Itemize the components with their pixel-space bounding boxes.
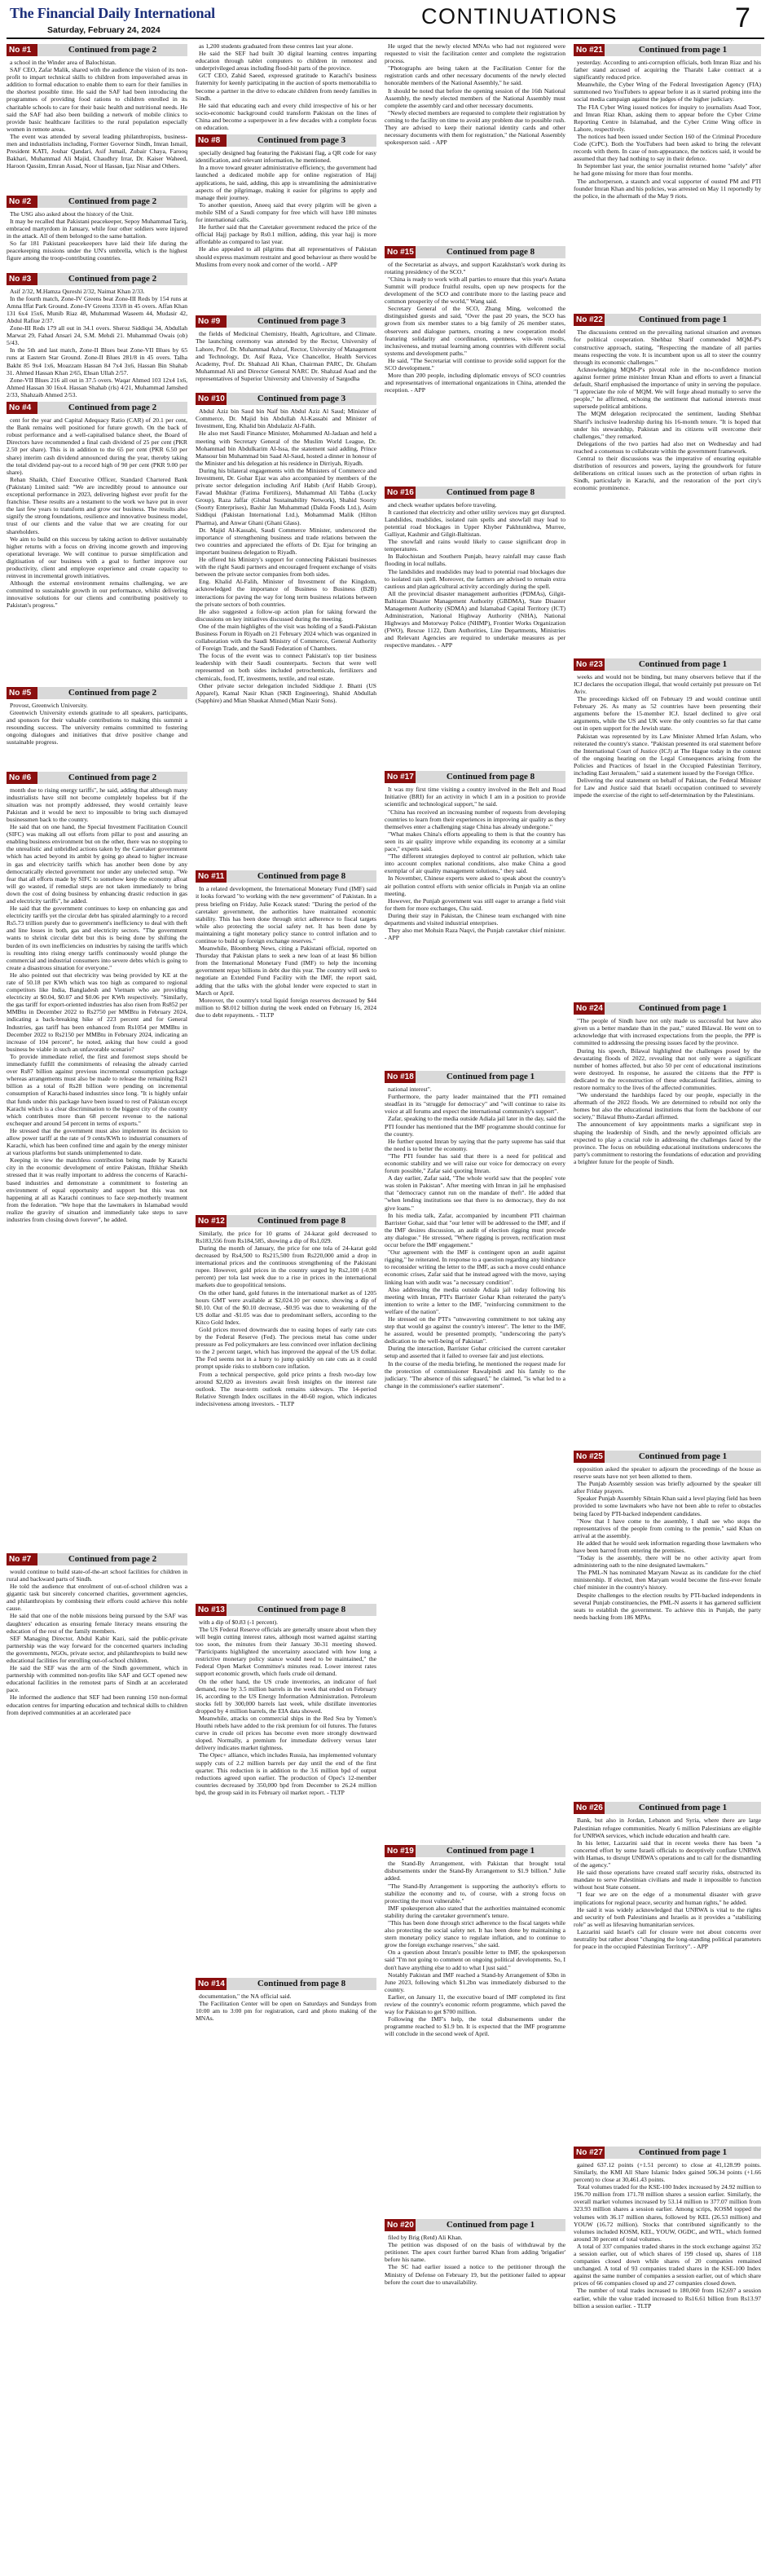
- paragraph: He said that on one hand, the Special Investment Facilitation Council (SIFC) was making all out efforts from pillar to post and assuring an enabling business environment but on the other, there was no stopping to the unrealistic and unbridled actions taken by the Caretaker government which has acted beyond its ambit by going go ahead to higher increase in gas and electricity tariffs which has another been done by any democratically elected government nor under any unelected setup. "We fear that all efforts made by SIFC to somehow keep the economy afloat will go wasted, if remedial steps are not taken immediately to bring down the cost of doing business by enhancing drastic reduction in gas and electricity tariffs", he added.: [7, 823, 187, 905]
- story: [7, 1553, 187, 1865]
- paragraph: All the provincial disaster management authorities (PDMAs), Gilgit-Baltistan Disaster Management Authority (GBDMA), State Disaster Management Authority (SDMA) and Islamabad Capital Territory (ICT) Administration, National Highway Authority (NHA), National Highways and Motorway Police (NHMP), Frontier Works Organization (FWO), Rescue 1122, Dam Authorities, Line Departments, Ministries and Relevant Agencies are required to undertake measures as per respective mandates. - APP: [385, 589, 565, 650]
- paragraph: During their stay in Pakistan, the Chinese team exchanged with nine departments and visited industrial enterprises.: [385, 911, 565, 927]
- paragraph: During his speech, Bilawal highlighted the challenges posed by the devastating floods of 2022, revealing that not only were a significant number of homes affected, but also 50 per cent of educational institutions were destroyed. In response, he assured the citizens that the PPP is dedicated to the reconstruction of these educational facilities, aiming to restore normalcy to the lives of the affected communities.: [574, 1046, 761, 1092]
- story: [7, 402, 187, 684]
- paragraph: So far 181 Pakistani peacekeepers have laid their life during the peacekeeping missions under the UN's umbrella, which is the highest figure among the troop-contributing countries.: [7, 240, 187, 262]
- paragraph: To provide immediate relief, the first and foremost steps should be immediately fulfill the commitments of releasing the already carried over Rs87 billion against previous incremental consumption package whereas arrangements must also be made to release the remaining Rs21 billion as a total of Rs28 billion were pending on incremental consumption of Karachi-based industries since long. "It is highly unfair that funds under this package have been issued to rest of Pakistan except Karachi which is a clear discrimination to the biggest city of the country which contributes more than 68 percent revenue to the national exchequer and around 54 percent in terms of exports.": [7, 1052, 187, 1127]
- story: [385, 487, 565, 768]
- story-header: [574, 658, 761, 671]
- paper-date: Saturday, February 24, 2024: [47, 25, 161, 35]
- story: [196, 1604, 376, 1975]
- paragraph: He said that one of the noble missions being pursued by the SAF was daughters' education as ensuring female literacy means ensuring the education of the rest of the family members.: [7, 1612, 187, 1635]
- paragraph: Meanwhile, the Cyber Wing of the Federal Investigation Agency (FIA) summoned two YouTubers to appear before it as it started probing into the social media campaign against the judges of the higher judiciary.: [574, 81, 761, 103]
- story: [7, 687, 187, 768]
- paragraph: He offered his Ministry's support for connecting Pakistani businesses with the right Saudi partners and encouraged frequent exchange of visits between the private sector companies from both sides.: [196, 556, 376, 579]
- story: [196, 315, 376, 390]
- paragraph: In the fourth match, Zone-IV Greens beat Zone-III Reds by 154 runs at Amna Iffat Park Ground. Zone-IV Greens 333/8 in 45 overs. Affan Khan 131 6x4 15x6, Munib Riaz 48, Muhammad Waseem 44, Mudasir 42, Abdul Rafiue 2/37.: [7, 294, 187, 324]
- story-number-tag: No #20: [385, 2219, 416, 2231]
- paragraph: Eng. Khalid Al-Falih, Minister of Investment of the Kingdom, acknowledged the importance of Business to Business (B2B) interactions for paving the way for long term business relations between the private sectors of both countries.: [196, 578, 376, 608]
- paragraph: The discussions centred on the prevailing national situation and avenues for political cooperation. Shehbaz Sharif commended MQM-P's constructive approach, stating, "Respecting the mandate of all parties means respecting the vote. It is incumbent upon us all to steer the country through its economic challenges.": [574, 328, 761, 366]
- story-body: [574, 1816, 761, 2142]
- paragraph: "This has been done through strict adherence to the fiscal targets while also protecting the social safety net. It has been done by maintaining a stern monetary policy stance to regulate inflation, and to continue to grow the foreign exchange reserves," she said.: [385, 1919, 565, 1949]
- continued-from-label: Continued from page 2: [37, 273, 187, 285]
- paragraph: documentation," the NA official said.: [199, 1992, 292, 2000]
- paragraph: A day earlier, Zafar said, "The whole world saw that the peoples' vote was stolen in Pakistan". After meeting with Imran in jail he emphasised that "democracy cannot run on the mandate of theft". He added that "when lending institutions see that there is no democracy, they do not give loans.": [385, 1174, 565, 1212]
- paragraph: Greenwich University extends gratitude to all speakers, participants, and sponsors for their valuable contributions to making this summit a resounding success. The university remains committed to fostering ongoing dialogues and initiatives that drive positive change and sustainable progress.: [7, 708, 187, 746]
- story-header: [7, 687, 187, 699]
- paragraph: cent for the year and Capital Adequacy Ratio (CAR) of 20.1 per cent, the Bank remains well positioned for future growth. On the back of robust performance and a well-capitalised balance sheet, the Board of Directors have recommended a final cash dividend of 25 per cent (PKR 2.50 per share). This is in addition to the 65 per cent (PKR 6.50 per share) interim cash dividend announced during the year, thereby taking the total dividend pay-out to a record high of 90 per cent (PKR 9.00 per share).: [7, 416, 187, 476]
- continued-from-label: Continued from page 8: [416, 771, 565, 783]
- story: [7, 44, 187, 192]
- paragraph: "Photographs are being taken at the Facilitation Center for the registration cards and other necessary documents of the newly elected honorable members of the National Assembly," he said.: [385, 64, 565, 87]
- paragraph: a school in the Winder area of Balochistan.: [10, 59, 117, 66]
- paragraph: Abdul Aziz bin Saud bin Naif bin Abdul Aziz Al Saud; Minister of Commerce, Dr. Majid bin Abdullah Al-Kassabi and Minister of Investment, Eng. Khalid bin Abdulaziz Al-Falih.: [196, 407, 376, 430]
- paragraph: "Now that I have come to the assembly, I shall see who stops the representatives of the people from coming to the premie," said Khan on arrival at the assembly.: [574, 1517, 761, 1539]
- story-body: [196, 1230, 376, 1601]
- story: [385, 2219, 565, 2330]
- paragraph: as 1,200 students graduated from these centres last year alone.: [199, 42, 354, 50]
- continued-from-label: Continued from page 1: [605, 44, 761, 56]
- paragraph: Bank, but also in Jordan, Lebanon and Syria, where there are large Palestinian refugee communities. Nearly 6 million Palestinians are eligible for UNRWA services, which include education and health care.: [574, 1816, 761, 1839]
- story-body: [196, 1993, 376, 2030]
- story: [385, 246, 565, 483]
- paragraph: Pakistan was represented by its Law Minister Ahmed Irfan Aslam, who reiterated the country's stance. "Pakistan presented its oral statement before the International Court of Justice (ICJ) at The Hague today in the context of the ongoing hearing on the Legal Consequences arising from the Policies and Practices of Israel in the Occupied Palestinian Territory, including East Jerusalem," said a statement issued by the Foreign Office.: [574, 732, 761, 777]
- columns: [7, 42, 764, 2310]
- story-number-tag: No #26: [574, 1802, 605, 1814]
- paragraph: He said that educating each and every child irrespective of his or her socio-economic background could transform Pakistan on the lines of China and become a superpower in a few decades with a complete focus on education.: [196, 101, 376, 132]
- story-number-tag: No #3: [7, 273, 37, 285]
- story-body: [574, 1017, 761, 1447]
- paragraph: He stressed that the government must also implement its decision to allow power tariff at the rate of 9 cents/KWh to industrial consumers of Karachi, which has been confined time and again by the energy minister at various platforms but stands unimplemented to date.: [7, 1126, 187, 1157]
- paragraph: He stressed on the PTI's "unwavering commitment to not taking any step that would go against the country's interest". The letter to the IMF, he assured, would be presented promptly, "underscoring the party's dedication to the well-being of Pakistan".: [385, 1314, 565, 1345]
- paragraph: Keeping in view the matchless contribution being made by Karachi city in the economic development of entire Pakistan, Iftikhar Sheikh stressed that it was really important to address the concerns of Karachi-based industries and demonstrate a commitment to fostering an environment of equal opportunity and support but this was not happening at all as Karachi continues to face step-motherly treatment from the federation. "We hope that the lawmakers in Islamabad would realize the gravity of situation and immediately take steps to save industries from closing down forever", he added.: [7, 1156, 187, 1224]
- story-number-tag: No #7: [7, 1553, 37, 1565]
- paragraph: Rehan Shaikh, Chief Executive Officer, Standard Chartered Bank (Pakistan) Limited said: "We are incredibly proud to announce our exceptional performance in 2023, delivering highest ever profit for the franchise. These results are a testament to the work we have put in over the last few years to transform and grow our business. The results also signify the strong foundations, resilience and innovative business model, trust of our clients and the value that we are creating for our shareholders.: [7, 475, 187, 535]
- story-body: [574, 2161, 761, 2576]
- story: [385, 1071, 565, 1842]
- paragraph: "I fear we are on the edge of a monumental disaster with grave implications for regional peace, security and human rights," he added.: [574, 1891, 761, 1906]
- story-header: [7, 196, 187, 208]
- paragraph: Following the IMF's help, the total disbursements under the programme reached to $1.9 bn. It is expected that the IMF programme will conclude in the second week of April.: [385, 2015, 565, 2038]
- story-header: [574, 2147, 761, 2159]
- paragraph: IMF spokesperson also stated that the authorities maintained economic stability during the caretaker government's tenure.: [385, 1904, 565, 1919]
- story-body: [196, 1618, 376, 1975]
- continued-from-label: Continued from page 8: [227, 1215, 376, 1227]
- story-header: [574, 1802, 761, 1814]
- story-body: [574, 673, 761, 999]
- paragraph: The landslides and mudslides may lead to potential road blockages due to isolated rain spell. Moreover, the farmers are advised to remain extra cautious and plan agricultural activity accordingly during the spell.: [385, 567, 565, 590]
- story-header: [7, 772, 187, 784]
- paragraph: The Facilitation Center will be open on Saturdays and Sundays from 10:00 am to 3:00 pm for registration, card and photo making of the MNAs.: [196, 1999, 376, 2022]
- paragraph: Lazzarini said Israel's call for closure were not about concerns over neutrality but rather about "changing the long-standing political parameters for peace in the occupied Palestinian Territory". - APP: [574, 1927, 761, 1951]
- story-body: [385, 1860, 565, 2216]
- story-header: [196, 1604, 376, 1616]
- paragraph: "We understand the hardships faced by our people, especially in the aftermath of the 2022 floods. We are determined to rebuild not only the homes but also the educational institutions that form the backbone of our society," Bilawal Bhutto-Zardari affirmed.: [574, 1091, 761, 1121]
- continued-from-label: Continued from page 2: [37, 1553, 187, 1565]
- paragraph: "The different strategies deployed to control air pollution, which take into account complex national conditions, also make China a good exemplar of air quality management solutions," they said.: [385, 852, 565, 875]
- continued-from-label: Continued from page 2: [37, 687, 187, 699]
- story-number-tag: No #11: [196, 870, 227, 883]
- paragraph: The SC had earlier issued a notice to the petitioner through the Ministry of Defense on February 19, but the petitioner failed to appear before the court due to unavailability.: [385, 2263, 565, 2286]
- paragraph: Although the external environment remains challenging, we are committed to sustainable growth in our performance, whilst delivering innovative solutions for our clients and contributing positively to Pakistan's progress.": [7, 579, 187, 610]
- paragraph: He added that he would seek information regarding those lawmakers who have been barred from entering the premises.: [574, 1539, 761, 1554]
- story-body: [574, 1465, 761, 1799]
- paragraph: Provost, Greenwich University.: [10, 701, 88, 709]
- story-header: [385, 487, 565, 499]
- paragraph: It should be noted that before the opening session of the 16th National Assembly, the newly elected members of the National Assembly must complete the assembly card and other necessary documents.: [385, 86, 565, 109]
- story-number-tag: No #24: [574, 1002, 605, 1015]
- paragraph: "The PTI founder has said that there is a need for political and economic stability and we will raise our voice for democracy on every forum possible," Zafar said quoting Imran.: [385, 1151, 565, 1175]
- paragraph: Despite challenges to the election results by PTI-backed independents in several Punjab constituencies, the PML-N asserts it has garnered sufficient seats to establish the government. To achieve this in Punjab, the party needs backing from 186 MPAs.: [574, 1591, 761, 1621]
- paragraph: yesterday. According to anti-corruption officials, both Imran Riaz and his father stand accused of acquiring the Tharabi Lake contract at a significantly reduced price.: [574, 59, 761, 81]
- paragraph: filed by Brig (Retd) Ali Khan.: [388, 2234, 463, 2242]
- continued-from-label: Continued from page 1: [416, 1071, 565, 1083]
- paragraph: "Today is the assembly, there will be no other activity apart from administering oath to the nine designated lawmakers.": [574, 1554, 761, 1570]
- story: [196, 1978, 376, 2030]
- paragraph: He informed the audience that SEF had been running 150 non-formal education centres for imparting education and technical skills to children from deprived communities at an accelerated pace: [7, 1693, 187, 1716]
- paragraph: Notably Pakistan and IMF reached a Stand-by Arrangement of $3bn in June 2023, following which $1.2bn was immediately disbursed to the country.: [385, 1971, 565, 1993]
- paragraph: Also addressing the media outside Adiala jail today following his meeting with Imran, PTI's Barrister Gohar Khan reiterated the party's intention to write a letter to the IMF, "reinforcing commitment to the welfare of the nation".: [385, 1285, 565, 1315]
- paragraph: weeks and would not be binding, but many observers believe that if the ICJ declares the occupation illegal, that would certainly put pressure on Tel Aviv.: [574, 672, 761, 695]
- paragraph: "The Stand-By Arrangement is supporting the authority's efforts to stabilize the economy and to, of course, with a strong focus on protecting the most vulnerable.": [385, 1882, 565, 1904]
- paragraph: Meanwhile, attacks on commercial ships in the Red Sea by Yemen's Houthi rebels have added to the risk premium for oil futures. The futures curve in crude oil prices has become even more strongly downward sloped. Normally, a premium for immediate delivery versus later delivery indicates market tightness.: [196, 1714, 376, 1752]
- paragraph: the Stand-By Arrangement, with Pakistan that brought total disbursements under the Stand-By Arrangement to $1.9 billion." Julie added.: [385, 1860, 565, 1882]
- continued-from-label: Continued from page 3: [227, 134, 376, 147]
- story-body: [385, 1085, 565, 1842]
- story-body: [7, 786, 187, 1550]
- paragraph: He told the audience that enrolment of out-of-school children was a gigantic task but sincerely concerned charities, government agencies, and philanthropists by combining their efforts could achieve this noble cause.: [7, 1583, 187, 1613]
- paragraph: The proceedings kicked off on February 19 and would continue until February 26. As many as 52 countries have been presenting their arguments before the 15-member ICJ. Israel declined to give oral arguments, while the US and UK were the only countries so far that came out in open support for the Jewish state.: [574, 695, 761, 733]
- paragraph: He further said that the Caretaker government reduced the price of the official Hajj package by Rs0.1 million, adding, this year hajj is more affordable as compared to last year.: [196, 223, 376, 246]
- paragraph: SAF CEO, Zafar Malik, shared with the audience the vision of its non-profit to impart technical skills to children from impoverished areas in addition to formal education to enable them to earn for their families in the shortest possible time. He said the SAF had been introducing the programmes of providing food rations to children enrolled in its charitable schools to care for their basic health and nutritional needs. He said the SAF had also been building a network of mobile clinics to provide basic healthcare facilities to the rural population especially women in remote areas.: [7, 66, 187, 133]
- story-body: [7, 288, 187, 399]
- paragraph: In the course of the media briefing, he mentioned the request made for the protection of commissioner Rawalpindi and his family to the judiciary. "The absence of this safeguard," he claimed, "is what led to a change in the commissioner's earlier statement".: [385, 1359, 565, 1389]
- section-title: CONTINUATIONS: [421, 4, 618, 29]
- story: [7, 273, 187, 399]
- story-number-tag: No #15: [385, 246, 416, 258]
- page-number: 7: [735, 2, 750, 33]
- paragraph: Asif 2/32, M.Hamza Qureshi 2/32, Naimat Khan 2/33.: [10, 287, 145, 295]
- story-header: [196, 315, 376, 328]
- story-number-tag: No #14: [196, 1978, 227, 1990]
- paragraph: "China is ready to work with all parties to ensure that this year's Astana Summit will produce fruitful results, open up new prospects for the development of the SCO and contribute more to the lasting peace and common prosperity of the world," Wang said.: [385, 275, 565, 306]
- continued-from-label: Continued from page 2: [37, 402, 187, 414]
- paragraph: During the interaction, Barrister Gohar criticised the current caretaker setup and asserted that it failed to oversee fair and just elections.: [385, 1345, 565, 1360]
- paragraph: He urged that the newly elected MNAs who had not registered were requested to visit the facilitation center and complete the registration process.: [385, 42, 565, 65]
- paragraph: We aim to build on this success by taking action to deliver sustainably higher returns with a focus on driving income growth and improving operational leverage. We will continue to pursue simplification and digitisation of our business with a goal to further improve our productivity, client and employee experience and create capacity to reinvest in incremental growth initiatives.: [7, 535, 187, 580]
- story-number-tag: No #27: [574, 2147, 605, 2159]
- continued-from-label: Continued from page 2: [37, 196, 187, 208]
- paragraph: "The people of Sindh have not only made us successful but have also given us a better mandate than in the past," stated Bilawal. He went on to acknowledge that with increased expectations from the people, the PPP is committed to addressing the pressing issues faced by the province.: [574, 1017, 761, 1047]
- paragraph: During the month of January, the price for one tola of 24-karat gold decreased by Rs4,500 to Rs215,500 from Rs220,000 amid a drop in international prices and the continuous strengthening of the Pakistani rupee. However, gold prices in the country surged by Rs2,100 (-0.98 percent) per tola last week due to a rise in prices in the international markets due to geopolitical tensions.: [196, 1244, 376, 1289]
- continued-from-label: Continued from page 1: [605, 658, 761, 671]
- paragraph: In Balochistan and Southern Punjab, heavy rainfall may cause flash flooding in local nullahs.: [385, 553, 565, 568]
- story: [7, 772, 187, 1550]
- paragraph: "What makes China's efforts appealing to them is that the country has seen its air quality improve while expanding its economy at a similar pace," experts said.: [385, 830, 565, 853]
- story-number-tag: No #13: [196, 1604, 227, 1616]
- paragraph: In a related development, the International Monetary Fund (IMF) said it looks forward "to working with the new government" of Pakistan. In a press briefing on Friday, Julie Kozack stated: "During the period of the caretaker government, the authorities have maintained economic stability. This has been done through strict adherence to fiscal targets while also protecting the social safety net. It has been done by maintaining a tight monetary policy stance to control inflation and to continue to build up foreign exchange reserves.": [196, 885, 376, 945]
- story-number-tag: No #8: [196, 134, 227, 147]
- paragraph: On the other hand, gold futures in the international market as of 1205 hours GMT were available at $2,024.10 per ounce, showing a dip of $0.10. Out of the $0.10 decrease, -$0.95 was due to weakening of the US dollar and -$1.05 was due to predominant sellers, according to the Kitco Gold Index.: [196, 1288, 376, 1326]
- paragraph: He also pointed out that electricity was being provided by KE at the rate of 50.18 per KWh which was too high as compared to regional competitors like India, Bangladesh and Vietnam who are providing electricity at $0.04, $0.07 and $0.06 per KWh respectively. "Similarly, the gas tariff for export-oriented industries has also risen from Rs852 per MMBtu in December 2022 to Rs2750 per MMBtu in February 2024, indicating a back-breaking hike of 223 percent and for General Industries, gas tariff has been enhanced from Rs1054 per MMBtu in December 2022 to Rs2150 per MMBtu in February 2024, indicating an increase of 104 percent", he noted, asking that how could a good business be viable in such an unfavorable scenario?: [7, 971, 187, 1053]
- story-body: [7, 59, 187, 192]
- story-number-tag: No #12: [196, 1215, 227, 1227]
- paragraph: of the Secretariat as always, and support Kazakhstan's work during its rotating presidency of the SCO.": [385, 260, 565, 275]
- paragraph: would continue to build state-of-the-art school facilities for children in rural and backward parts of Sindh.: [7, 1567, 187, 1583]
- paragraph: "China has received an increasing number of requests from developing countries to learn from their experiences in improving air quality as they themselves enter a challenging stage China has already undergone.": [385, 808, 565, 830]
- paragraph: Gold prices moved downwards due to easing hopes of early rate cuts by the Federal Reserve (Fed). The precious metal has come under pressure as Fed policymakers are less convinced over inflation declining to the 2 percent target, which has improved the appeal of the US dollar. The Fed seems not in a hurry to jump quickly on rate cuts as it could prompt upside risks to stubborn core inflation.: [196, 1325, 376, 1371]
- story-body: [385, 261, 565, 483]
- paragraph: To another question, Aneeq said that every pilgrim will be given a mobile SIM of a Saudi company for free which will have 180 minutes for international calls.: [196, 200, 376, 224]
- paragraph: GCT CEO, Zahid Saeed, expressed gratitude to Karachi's business fraternity for keenly participating in the auction of sports memorabilia to become a partner in the drive to educate children from needy families in Sindh.: [196, 72, 376, 102]
- masthead-rule: [7, 37, 764, 39]
- story-number-tag: No #9: [196, 315, 227, 328]
- paragraph: specially designed bag featuring the Pakistani flag, a QR code for easy identification, and relevant information, he mentioned.: [196, 149, 376, 165]
- paragraph: with a dip of $0.83 (-1 percent).: [199, 1618, 279, 1626]
- continued-from-label: Continued from page 1: [605, 2147, 761, 2159]
- story-number-tag: No #5: [7, 687, 37, 699]
- paragraph: and check weather updates before traveling.: [388, 500, 497, 509]
- story: [574, 2147, 761, 2576]
- story-header: [196, 1978, 376, 1990]
- story-number-tag: No #1: [7, 44, 37, 56]
- continued-from-label: Continued from page 3: [227, 393, 376, 405]
- continued-from-label: Continued from page 8: [227, 1604, 376, 1616]
- story-body: [574, 59, 761, 310]
- paragraph: The number of total trades increased to 180,060 from 162,697 a session earlier, while the value traded increased to Rs16.61 billion from Rs13.97 billion a session earlier. - TLTP: [574, 2287, 761, 2310]
- paragraph: Similarly, the price for 10 grams of 24-karat gold decreased to Rs183,556 from Rs184,585, showing a dip of Rs1,029.: [196, 1229, 376, 1244]
- column-3: [385, 42, 565, 2286]
- story: [196, 42, 376, 131]
- paragraph: The notices had been issued under Section 160 of the Criminal Procedure Code (CrPC). Both the YouTubers had been asked to bring the relevant records with them. In case of non-appearance, the notices said, it would be assumed that they had nothing to say in their defence.: [574, 132, 761, 163]
- story: [385, 42, 565, 243]
- story-number-tag: No #2: [7, 196, 37, 208]
- story-body: [385, 2234, 565, 2330]
- paragraph: national interest".: [388, 1085, 432, 1094]
- paragraph: Moreover, the country's total liquid foreign reserves decreased by $44 million to $8.012 billion during the week ended on February 16, 2024 due to debt repayments. - TLTP: [196, 996, 376, 1019]
- story-header: [196, 134, 376, 147]
- paragraph: The event was attended by several leading philanthropists, business-men and industrialists including, Former Governor Sindh, Imran Ismail, President KATI, Jouhar Qandari, Asif Jumail, Zubair Chaya, Farooq Bakhari, Muhammad Ali Majid, Chaudhry Irrar, Dr. Kaiser Waheed, Haroon Qassim, Emran Assad, Noor ul Hassan, Ijaz Nisar and Others.: [7, 132, 187, 170]
- paragraph: The anchorperson, a staunch and vocal supporter of ousted PM and PTI founder Imran Khan and his policies, was arrested on May 11 reportedly by the police, in the aftermath of the May 9 riots.: [574, 177, 761, 200]
- paragraph: The PML-N has nominated Maryam Nawaz as its candidate for the chief ministership. If elected, then Maryam would become the first-ever female chief minister in the country's history.: [574, 1569, 761, 1592]
- story-number-tag: No #21: [574, 44, 605, 56]
- paragraph: The USG also asked about the history of the Unit.: [10, 209, 134, 218]
- paragraph: From a technical perspective, gold price prints a fresh two-day low around $2,020 as investors await fresh insights on the interest rate outlook. The near-term outlook remains sideways. The 14-period Relative Strength Index oscillates in the 40-60 region, which indicates indecisiveness among investors. - TLTP: [196, 1370, 376, 1407]
- story-number-tag: No #10: [196, 393, 227, 405]
- continued-from-label: Continued from page 8: [416, 487, 565, 499]
- paragraph: Dr. Majid Al-Kassabi, Saudi Commerce Minister, underscored the importance of strengthening business and trade relations between the two countries and appreciated the efforts of Dr. Ejaz for bringing an important business delegation to Riyadh.: [196, 526, 376, 556]
- paper-name: The Financial Daily International: [10, 5, 215, 21]
- story-header: [574, 1451, 761, 1463]
- paragraph: Speaker Punjab Assembly Sibtain Khan said a level playing field has been provided to some lawmakers who have not been able to refer to obstacles being faced by PTI-backed independent candidates.: [574, 1495, 761, 1517]
- story-header: [196, 1215, 376, 1227]
- paragraph: Meanwhile, Bloomberg News, citing a Pakistani official, reported on Thursday that Pakistan plans to seek a new loan of at least $6 billion from the International Monetary Fund (IMF) to help the incoming government repay billions in debt due this year. The country will seek to negotiate an Extended Fund Facility with the IMF, the report said, adding that the talks with the global lender were expected to start in March or April.: [196, 945, 376, 997]
- paragraph: A total of 337 companies traded shares in the stock exchange against 352 a session earlier, out of which shares of 199 closed up, shares of 118 companies closed down while shares of 20 companies remained unchanged. A total of 93 companies traded shares in the KSE-100 Index against the same number of companies a session earlier, out of which share prices of 66 companies closed up and 27 companies closed down.: [574, 2242, 761, 2288]
- paragraph: Other private sector delegation included Siddique J. Bhatti (US Apparel), Kamal Nasir Khan (SKB Engineering), Shahid Abdullah (Sapphire) and Mian Shaukat Ahmed (Mian Nazir Sons).: [196, 681, 376, 704]
- story: [7, 196, 187, 270]
- story-header: [385, 1845, 565, 1857]
- story: [196, 870, 376, 1211]
- paragraph: He said it was widely acknowledged that UNRWA is vital to the rights and security of both Palestinians and Israelis as it provides a "stabilizing role" as well as lifesaving humanitarian services.: [574, 1905, 761, 1928]
- paragraph: The focus of the event was to connect Pakistan's top tier business leadership with their Saudi counterparts. Sectors that were well represented on both sides included petrochemicals, fertilizers and chemicals, food, IT, investments, textile, and real estate.: [196, 652, 376, 682]
- paragraph: He said the SEF had built 30 digital learning centres imparting education through tablet computers to children in remotest and underprivileged areas including flood-hit parts of the province.: [196, 50, 376, 73]
- story: [574, 44, 761, 310]
- story-body: [196, 42, 376, 131]
- story-header: [385, 771, 565, 783]
- paragraph: He said that the government continues to keep on enhancing gas and electricity tariffs yet the circular debt has spiraled alarmingly to a record Rs5.73 trillion purely due to government's inefficiency to deal with theft and line losses in both, gas and electricity sectors. "The government wants to shrink circular debt but this is being done by shifting the burden of its own inefficiencies on industries by raising the tariffs which is resulting into rising energy tariffs continuously would plunge the commercial and industrial consumers into severe debts which is going to create a disastrous situation for everyone.": [7, 905, 187, 971]
- column-1: [7, 42, 187, 1716]
- paragraph: On the other hand, the US crude inventories, an indicator of fuel demand, rose by 3.5 million barrels in the week that ended on February 16, according to the US Energy Information Administration. Petroleum stocks fell by 300,000 barrels last week, while distillate inventories dropped by 4 million barrels, the EIA data showed.: [196, 1677, 376, 1715]
- paragraph: Zone-III Reds 179 all out in 34.1 overs. Sheroz Siddiqui 34, Abdullah Marwat 29, Fahad Ansari 24, S.M. Mehdi 21. Muhammad Owais (ob) 5/43.: [7, 324, 187, 347]
- paragraph: "Newly elected members are requested to complete their registration by coming to the facility on time to avoid any problem due to possible rush. They are advised to keep their national identity cards and other necessary documents with them for registration," the National Assembly spokesperson said. - APP: [385, 108, 565, 147]
- story-body: [7, 210, 187, 270]
- story-number-tag: No #6: [7, 772, 37, 784]
- paragraph: The Punjab Assembly session was briefly adjourned by the speaker till after Friday prayers.: [574, 1480, 761, 1495]
- paragraph: He said the SEF was the arm of the Sindh government, which in partnership with committed non-profits like SAF and GCT opened new educational facilities in the remotest parts of Sindh at an accelerated pace.: [7, 1664, 187, 1694]
- continued-from-label: Continued from page 1: [605, 1802, 761, 1814]
- paragraph: It may be recalled that Pakistani peacekeeper, Sepoy Muhammad Tariq, embraced martyrdom in January, while four other soldiers were injured in the attack. All of them belonged to the same battalion.: [7, 217, 187, 240]
- paragraph: "Our agreement with the IMF is contingent upon an audit against rigging," he reiterated. In response to a question regarding any hindrance to reconsider writing the letter to the IMF, as such a move could enhance economic crises, Zafar said that he instead agreed with the move, saying linking loan with audit was "a necessary condition".: [385, 1248, 565, 1286]
- story-body: [196, 885, 376, 1211]
- story-body: [196, 407, 376, 867]
- paragraph: Zone-VII Blues 216 all out in 37.5 overs. Waqar Ahmed 103 12x4 1x6, Ahmed Hassan 30 16x4. Hassan Shahab (rls) 4/21, Muhammad Jamshed 2/33, Shahzaib Ahmed 2/53.: [7, 376, 187, 399]
- story-header: [7, 44, 187, 56]
- paragraph: Furthermore, the party leader maintained that the PTI remained steadfast in its "struggle for democracy" and "will continue to raise its voice at all forums and expect the international community's support".: [385, 1093, 565, 1116]
- story: [196, 134, 376, 312]
- continued-from-label: Continued from page 8: [227, 1978, 376, 1990]
- story-header: [385, 246, 565, 258]
- paragraph: He further quoted Imran by saying that the party supreme has said that the need is to better the economy.: [385, 1137, 565, 1152]
- column-4: [574, 42, 761, 2310]
- story: [574, 658, 761, 999]
- paragraph: He said those operations have created staff security risks, obstructed its mandate to serve Palestinian civilians and made it impossible to function without host State consent.: [574, 1869, 761, 1891]
- continued-from-label: Continued from page 1: [416, 1845, 565, 1857]
- story-body: [7, 416, 187, 684]
- paragraph: In November, Chinese experts were asked to speak about the country's air pollution control efforts with senior officials in Punjab via an online meeting.: [385, 874, 565, 897]
- paragraph: The MQM delegation reciprocated the sentiment, lauding Shehbaz Sharif's inclusive leadership during his 16-month tenure. "It is hoped that under his stewardship, Pakistan and its citizens will overcome their challenges," they remarked.: [574, 410, 761, 440]
- paragraph: He also met Saudi Finance Minister, Mohammed Al-Jadaan and held a meeting with Secretary General of the Muslim World League, Dr. Mohammad bin Abdulkarim Al-Issa, the statement said adding, Prince Mansour bin Muhammad bin Saad Al-Saud, hosted a dinner in honour of the Minister and his delegation at his residence in Dirriyah, Riyadh.: [196, 429, 376, 467]
- paragraph: gained 637.12 points (+1.51 percent) to close at 41,128.99 points. Similarly, the KMI All Share Islamic Index gained 506.34 points (+1.66 percent) to close at 30,461.43 points.: [574, 2160, 761, 2184]
- paragraph: SEF Managing Director, Abdul Kabir Kazi, said the public-private partnership was the way forward for the concerned quarters including the governments, NGOs, private sector, and philanthropists to build new educational facilities for enrolling out-of-school children.: [7, 1634, 187, 1664]
- story-header: [196, 393, 376, 405]
- story-body: [574, 328, 761, 654]
- story-body: [385, 501, 565, 768]
- story-number-tag: No #23: [574, 658, 605, 671]
- paragraph: He also suggested a follow-up action plan for taking forward the discussions on key initiatives discussed during the meeting.: [196, 607, 376, 623]
- story: [196, 393, 376, 867]
- paragraph: The Opec+ alliance, which includes Russia, has implemented voluntary supply cuts of 2.2 million barrels per day until the end of the first quarter. This reduction is in addition to the 3.6 million bpd of output reductions agreed upon earlier. The production of Opec's 12-member countries decreased by 350,000 bpd from December to 26.24 million bpd, the group said in its February oil market report. - TLTP: [196, 1751, 376, 1796]
- story-header: [574, 1002, 761, 1015]
- story-number-tag: No #17: [385, 771, 416, 783]
- paragraph: month due to rising energy tariffs", he said, adding that although many industrialists have still not become completely hopeless but if the situation was not promptly addressed, they would certainly leave Pakistan and it would be next to impossible to bring such dismayed businessmen back to the country.: [7, 786, 187, 823]
- story-number-tag: No #16: [385, 487, 416, 499]
- paragraph: In September last year, the senior journalist returned home "safely" after he had gone missing for more than four months.: [574, 162, 761, 178]
- story-body: [196, 149, 376, 312]
- paragraph: Delegations of the two parties had also met on Wednesday and had reached a consensus to collaborate within the government framework.: [574, 439, 761, 455]
- masthead: [0, 0, 770, 42]
- paragraph: However, the Punjab government was still eager to arrange a field visit for them for more exchanges, Chu said.: [385, 896, 565, 912]
- paragraph: On a question about Imran's possible letter to IMF, the spokesperson said "I'm not going to comment on ongoing political developments. So, I don't have anything else to add to what I just said.": [385, 1949, 565, 1971]
- continued-from-label: Continued from page 1: [605, 1451, 761, 1463]
- story-body: [7, 1568, 187, 1865]
- continued-from-label: Continued from page 8: [416, 246, 565, 258]
- story: [574, 1002, 761, 1447]
- story-header: [574, 44, 761, 56]
- paragraph: Earlier, on January 11, the executive board of IMF completed its first review of the country's economic reform programme, which paved the way for Pakistan to get $700 million.: [385, 1993, 565, 2016]
- story-body: [7, 702, 187, 768]
- story-number-tag: No #4: [7, 402, 37, 414]
- paragraph: More than 200 people, including diplomatic envoys of SCO countries and representatives of international organizations in China, attended the reception. - APP: [385, 372, 565, 394]
- continued-from-label: Continued from page 1: [605, 314, 761, 326]
- story-body: [385, 786, 565, 1068]
- story: [574, 1802, 761, 2142]
- paragraph: One of the main highlights of the visit was holding of a Saudi-Pakistan Business Forum in Riyadh on 21 February 2024 which was organized in collaboration with the Saudi Ministry of Commerce, General Authority of Foreign Trade, and the Saudi Federation of Chambers.: [196, 622, 376, 653]
- paragraph: It was my first time visiting a country involved in the Belt and Road Initiative (BRI) for an activity in which I am in a position to provide scientific and technological support," he said.: [385, 786, 565, 808]
- paragraph: the fields of Medicinal Chemistry, Health, Agriculture, and Climate. The launching ceremony was attended by the Rector, University of Lahore, Prof. Dr. Muhammad Ashraf, Rector, University of Management and Technology, Dr. Asif Raza, Vice Chancellor, Health Services Academy, Prof. Dr. Shahzad Ali Khan, Chairman PARC, Dr. Ghulam Muhammad Ali and Director General NARC Dr. Shahzad Asad and the representatives of Superior University and University of Sargodha: [196, 330, 376, 382]
- continued-from-label: Continued from page 2: [37, 772, 187, 784]
- story-header: [574, 314, 761, 326]
- paragraph: He also appealed to all pilgrims that all representatives of Pakistan should express maximum restraint and good behaviour as there would be Muslims from every nook and corner of the world. - APP: [196, 245, 376, 268]
- story-number-tag: No #19: [385, 1845, 416, 1857]
- paragraph: They also met Mohsin Raza Naqvi, the Punjab caretaker chief minister. - APP: [385, 927, 565, 942]
- paragraph: During his bilateral engagements with the Ministers of Commerce and Investment, Dr. Gohar Ejaz was also accompanied by members of the private sector delegation including Arif Habib (Arif Habib Group), Fawad Mukhtar (Fatima Fertilizers), Muhammad Ali Tabba (Lucky Group), Raza Jaffar (Global Sustainability Network), Shahid Soorty (Soorty Enterprises), Bashir Jan Muhammad (Dalda Foods Ltd.), Asim Siddiqui (Pakistan International Ltd.), Mohammad Malik (Hilton Pharma), and Anwar Ghani (Ghani Glass).: [196, 466, 376, 526]
- story: [385, 1845, 565, 2216]
- story: [574, 314, 761, 654]
- story: [385, 771, 565, 1068]
- story-number-tag: No #25: [574, 1451, 605, 1463]
- continued-from-label: Continued from page 2: [37, 44, 187, 56]
- story-number-tag: No #22: [574, 314, 605, 326]
- paragraph: Secretary General of the SCO, Zhang Ming, welcomed the distinguished guests and said, "Over the past 20 years, the SCO has grown from six member states to a big family of 26 member states, observers and dialogue partners, creating a new cooperation model featuring solidarity and coordination, openness, win-win results, inclusiveness, and mutual learning among countries with different social systems and development paths.": [385, 305, 565, 357]
- paragraph: Zafar, speaking to the media outside Adiala jail later in the day, said the PTI founder has mentioned that the IMF programme should continue for the country.: [385, 1115, 565, 1138]
- paragraph: It cautioned that electricity and other utility services may get disrupted. Landslides, mudslides, isolated rain spells and snowfall may lead to potential road blockages in Upper Khyber Pakhtunkhwa, Murree, Galliyat, Kashmir and Gilgit-Baltistan.: [385, 508, 565, 539]
- story-body: [196, 330, 376, 390]
- paragraph: In a move toward greater administrative efficiency, the government had launched a dedicated mobile app for online registration of Hajj applications, he said, adding, this app is streamlining the administrative aspects of the pilgrimage, making it easier for pilgrims to apply and manage their journey.: [196, 164, 376, 201]
- paragraph: The petition was disposed of on the basis of withdrawal by the petitioner. The apex court further barred Khan from adding 'brigadier' before his name.: [385, 2241, 565, 2264]
- paragraph: The FIA Cyber Wing issued notices for inquiry to journalists Asad Toor, and Imran Riaz Khan, asking them to appear before the Cyber Crime Reporting Centre in Islamabad, and the Cyber Crime Wing office in Lahore, respectively.: [574, 103, 761, 133]
- paragraph: Delivering the oral statement on behalf of Pakistan, the Federal Minister for Law and Justice said that Israeli occupation continued to severely impede the exercise of the right to self-determination by the Palestinians.: [574, 777, 761, 799]
- continued-from-label: Continued from page 3: [227, 315, 376, 328]
- story-header: [7, 273, 187, 285]
- story-number-tag: No #18: [385, 1071, 416, 1083]
- paragraph: opposition asked the speaker to adjourn the proceedings of the house as reserve seats have not yet been allotted to them.: [574, 1464, 761, 1481]
- continued-from-label: Continued from page 8: [227, 870, 376, 883]
- story: [196, 1215, 376, 1601]
- story-header: [7, 1553, 187, 1565]
- continued-from-label: Continued from page 1: [416, 2219, 565, 2231]
- story: [574, 1451, 761, 1799]
- story-body: [385, 42, 565, 243]
- paragraph: Central to their discussions was the imperative of ensuring equitable distribution of resources and powers, laying the groundwork for future deliberations on critical issues such as the protection of urban rights in Sindh, particularly in Karachi, and the restoration of the port city's economic prominence.: [574, 454, 761, 492]
- paragraph: The snowfall and rains would likely to cause significant drop in temperatures.: [385, 538, 565, 553]
- story-header: [385, 1071, 565, 1083]
- paragraph: The announcement of key appointments marks a significant step in shaping the leadership of Sindh, and the newly appointed officials are expected to play a crucial role in addressing the challenges faced by the province. The focus on rebuilding educational institutions underscores the party's commitment to restoring the foundations of education and providing a brighter future for the people of Sindh.: [574, 1121, 761, 1165]
- story-header: [196, 870, 376, 883]
- paragraph: In his media talk, Zafar, accompanied by incumbent PTI chairman Barrister Gohar, said that "our letter will be addressed to the IMF, and if the IMF desires discussion, an audit of election rigging must precede any dialogue." He stressed, "Where rigging is proven, rectification must occur before the IMF engagement.": [385, 1211, 565, 1249]
- paragraph: He said, "The Secretariat will continue to provide solid support for the SCO development.": [385, 356, 565, 372]
- story-header: [385, 2219, 565, 2231]
- paragraph: Acknowledging MQM-P's pivotal role in the no-confidence motion against former prime minister Imran Khan and efforts to avert a financial default, Sharif emphasised the importance of unity in serving the populace. "I appreciate the role of MQM. We will forge ahead mutually to serve the people," he affirmed, echoing the sentiment that national interests must supersede political ambitions.: [574, 365, 761, 411]
- story-header: [7, 402, 187, 414]
- paragraph: In his letter, Lazzarini said that in recent weeks there has been "a concerted effort by some Israeli officials to deceptively conflate UNRWA with Hamas, to disrupt UNRWA's operations and to call for the dismantling of the agency.": [574, 1838, 761, 1869]
- column-2: [196, 42, 376, 2022]
- paragraph: In the 5th and last match, Zone-II Blues beat Zone-VII Blues by 65 runs at Eastern Star Ground. Zone-II Blues 281/8 in 45 overs. Talha Bakht 85 9x4 1x6, Moazzam Hassan 84 7x4 3x6, Hassan Bin Shahab 31. Ahmed Hassan Khan 2/65, Ehsan Ullah 2/57.: [7, 346, 187, 376]
- paragraph: The US Federal Reserve officials are generally unsure about when they will begin cutting interest rates, although most warned against starting too soon, the minutes from their January 30-31 meeting showed. "Participants highlighted the uncertainty associated with how long a restrictive monetary policy stance would need to be maintained," the Federal Open Market Committee's minutes read. Lower interest rates support economic growth, which fuels crude oil demand.: [196, 1625, 376, 1678]
- continued-from-label: Continued from page 1: [605, 1002, 761, 1015]
- paragraph: Total volumes traded for the KSE-100 Index increased by 24.92 million to 196.70 million from 171.78 million shares a session earlier. Similarly, the overall market volumes increased by 53.14 million to 377.07 million from 323.93 million shares a session earlier. Among scrips, KOSM topped the volumes with 36.17 million shares, followed by KEL (26.53 million) and YOUW (16.72 million). Stocks that contributed significantly to the volumes included KOSM, KEL, YOUW, OGDC, and WTL, which formed around 30 percent of total volumes.: [574, 2183, 761, 2243]
